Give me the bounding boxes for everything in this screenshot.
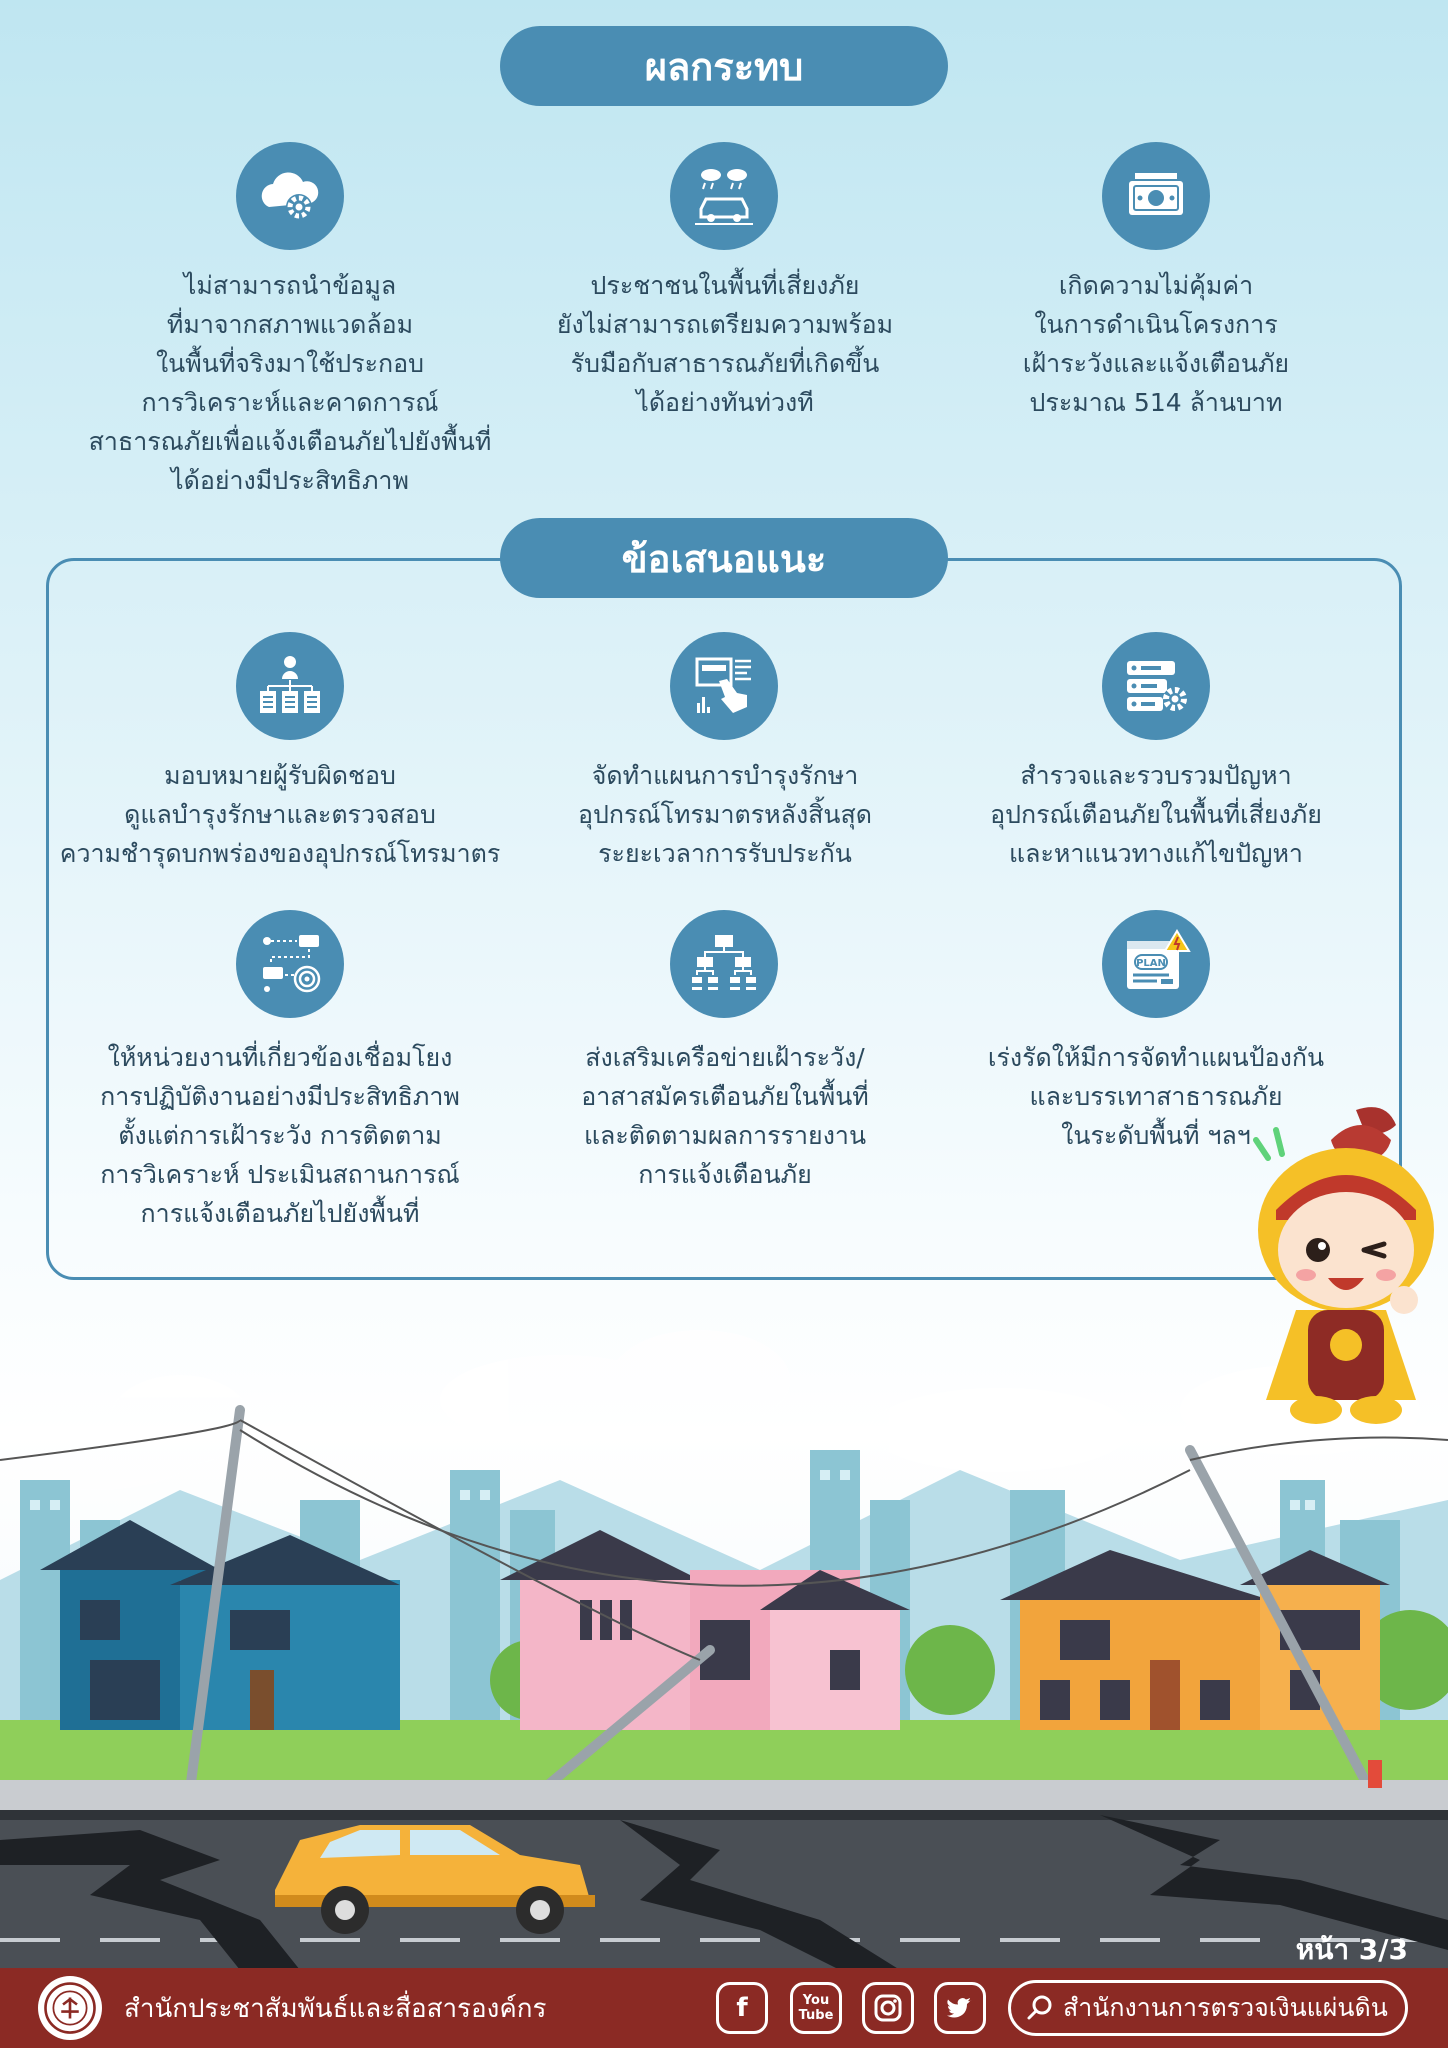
impact-item-3-text: เกิดความไม่คุ้มค่า ในการดำเนินโครงการ เฝ้าระวังและแจ้งเตือนภัย ประมาณ 514 ล้านบาท <box>1022 271 1290 417</box>
earthquake-damage-illustration <box>0 1320 1448 1970</box>
org-chart-person-icon <box>236 632 344 740</box>
youtube-icon[interactable]: You Tube <box>790 1982 842 2034</box>
cloud-gear-icon <box>236 142 344 250</box>
search-organization-link[interactable] <box>1008 1980 1408 2036</box>
network-chat-icon <box>236 910 344 1018</box>
plan-document-icon <box>1102 910 1210 1018</box>
hierarchy-icon <box>670 910 778 1018</box>
impact-section-title: ผลกระทบ <box>500 26 948 106</box>
recommendation-item-3-text: สำรวจและรวบรวมปัญหา อุปกรณ์เตือนภัยในพื้นที่เสี่ยงภัย และหาแนวทางแก้ไขปัญหา <box>990 761 1322 868</box>
recommendation-item-2-text: จัดทำแผนการบำรุงรักษา อุปกรณ์โทรมาตรหลังสิ้นสุด ระยะเวลาการรับประกัน <box>577 761 872 868</box>
rain-car-icon <box>670 142 778 250</box>
recommendation-item-5-text: ส่งเสริมเครือข่ายเฝ้าระวัง/ อาสาสมัครเตือนภัยในพื้นที่ และติดตามผลการรายงาน การแจ้งเตือนภัย <box>581 1043 869 1189</box>
svg-text:PLAN: PLAN <box>1136 958 1166 969</box>
facebook-icon[interactable]: f <box>716 1982 768 2034</box>
page-number: หน้า 3/3 <box>1295 1933 1408 1966</box>
search-icon <box>1025 1993 1055 2023</box>
recommendation-item-6-text: เร่งรัดให้มีการจัดทำแผนป้องกัน และบรรเทาสาธารณภัย ในระดับพื้นที่ ฯลฯ <box>987 1043 1325 1150</box>
footer-organization-name: สำนักประชาสัมพันธ์และสื่อสารองค์กร <box>124 1994 547 2024</box>
organization-seal-icon <box>38 1976 102 2040</box>
hand-document-icon <box>670 632 778 740</box>
mascot-character-illustration <box>1236 1100 1446 1430</box>
impact-item-1-text: ไม่สามารถนำข้อมูล ที่มาจากสภาพแวดล้อม ในพื้นที่จริงมาใช้ประกอบ การวิเคราะห์และคาดการณ์ สาธารณภัยเพื่อแจ้งเตือนภัยไปยังพื้นที่ ได้อย่างมีประสิทธิภาพ <box>88 271 492 495</box>
recommendation-item-1-text: มอบหมายผู้รับผิดชอบ ดูแลบำรุงรักษาและตรวจสอบ ความชำรุดบกพร่องของอุปกรณ์โทรมาตร <box>59 761 501 868</box>
instagram-icon[interactable] <box>862 1982 914 2034</box>
server-gear-icon <box>1102 632 1210 740</box>
twitter-icon[interactable] <box>934 1982 986 2034</box>
footer-bar <box>0 1968 1448 2048</box>
recommendation-item-4-text: ให้หน่วยงานที่เกี่ยวข้องเชื่อมโยง การปฏิบัติงานอย่างมีประสิทธิภาพ ตั้งแต่การเฝ้าระวัง การติดตาม การวิเคราะห์ ประเมินสถานการณ์ การแจ้งเตือนภัยไปยังพื้นที่ <box>100 1043 460 1228</box>
banknote-icon <box>1102 142 1210 250</box>
impact-item-2-text: ประชาชนในพื้นที่เสี่ยงภัย ยังไม่สามารถเตรียมความพร้อม รับมือกับสาธารณภัยที่เกิดขึ้น ได้อย่างทันท่วงที <box>556 271 894 417</box>
recommendations-section-title: ข้อเสนอแนะ <box>500 518 948 598</box>
search-link-label: สำนักงานการตรวจเงินแผ่นดิน <box>1063 1993 1388 2022</box>
